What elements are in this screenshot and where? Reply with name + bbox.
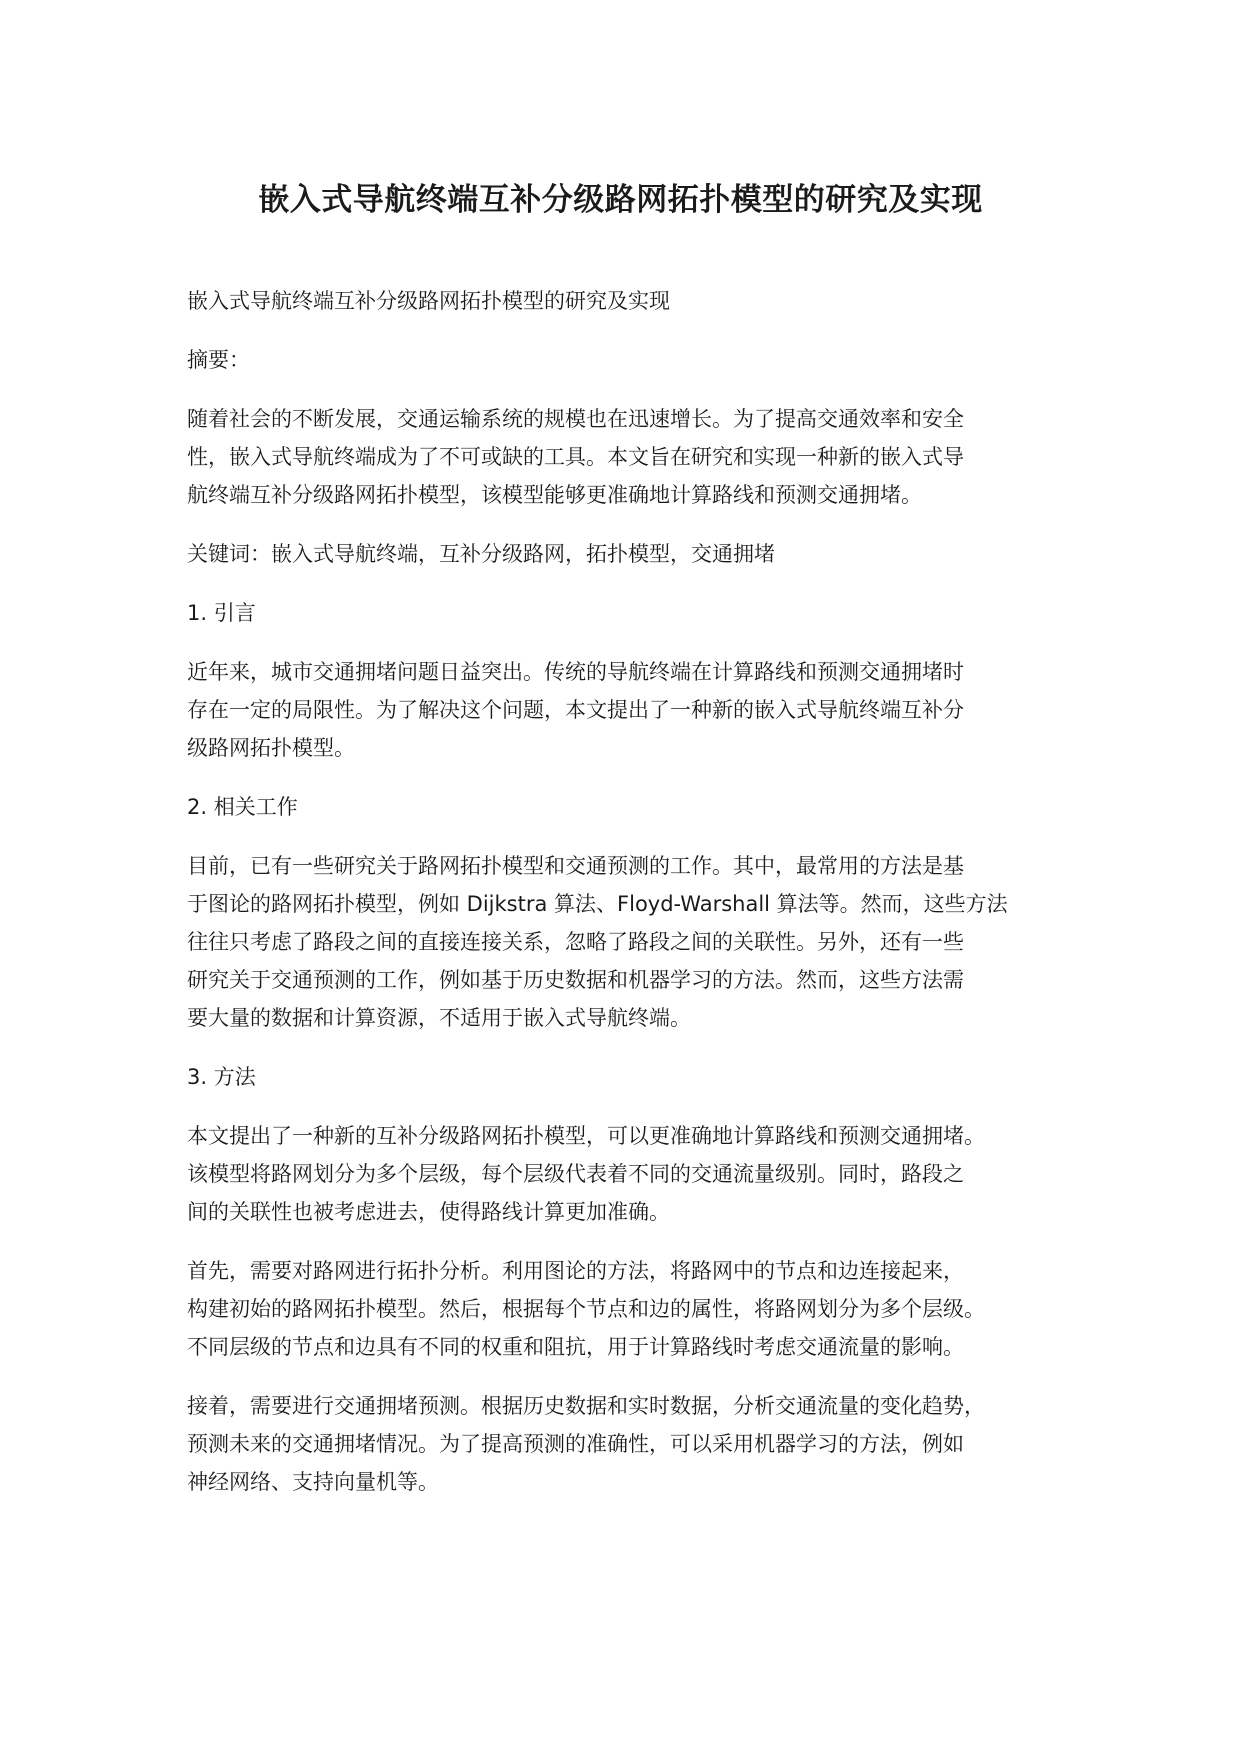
text-line: 该模型将路网划分为多个层级，每个层级代表着不同的交通流量级别。同时，路段之 (187, 1162, 964, 1186)
section-heading-related-work (187, 788, 1087, 826)
text-line: 于图论的路网拓扑模型，例如 Dijkstra 算法、Floyd-Warshall 算法等。然而，这些方法 (187, 892, 1008, 916)
paragraph-method-step-2 (187, 1387, 1087, 1501)
paragraph-abstract-heading (187, 341, 1087, 379)
text-line: 摘要： (187, 348, 250, 372)
paragraph-keywords (187, 535, 1087, 573)
text-line: 级路网拓扑模型。 (187, 736, 355, 760)
text-line: 要大量的数据和计算资源，不适用于嵌入式导航终端。 (187, 1006, 691, 1030)
text-line: 近年来，城市交通拥堵问题日益突出。传统的导航终端在计算路线和预测交通拥堵时 (187, 660, 964, 684)
text-line: 3. 方法 (187, 1065, 256, 1089)
paragraph-subtitle (187, 282, 1087, 320)
text-line: 研究关于交通预测的工作，例如基于历史数据和机器学习的方法。然而，这些方法需 (187, 968, 964, 992)
text-line: 接着，需要进行交通拥堵预测。根据历史数据和实时数据，分析交通流量的变化趋势， (187, 1394, 985, 1418)
text-line: 目前，已有一些研究关于路网拓扑模型和交通预测的工作。其中，最常用的方法是基 (187, 854, 964, 878)
text-line: 嵌入式导航终端互补分级路网拓扑模型的研究及实现 (187, 289, 670, 313)
text-line: 2. 相关工作 (187, 795, 298, 819)
text-line: 存在一定的局限性。为了解决这个问题，本文提出了一种新的嵌入式导航终端互补分 (187, 698, 964, 722)
text-line: 间的关联性也被考虑进去，使得路线计算更加准确。 (187, 1200, 670, 1224)
text-line: 航终端互补分级路网拓扑模型，该模型能够更准确地计算路线和预测交通拥堵。 (187, 483, 922, 507)
text-line: 本文提出了一种新的互补分级路网拓扑模型，可以更准确地计算路线和预测交通拥堵。 (187, 1124, 985, 1148)
document-title: 嵌入式导航终端互补分级路网拓扑模型的研究及实现 (258, 182, 983, 218)
section-heading-introduction (187, 594, 1087, 632)
text-line: 预测未来的交通拥堵情况。为了提高预测的准确性，可以采用机器学习的方法，例如 (187, 1432, 964, 1456)
text-line: 随着社会的不断发展，交通运输系统的规模也在迅速增长。为了提高交通效率和安全 (187, 407, 964, 431)
text-line: 首先，需要对路网进行拓扑分析。利用图论的方法，将路网中的节点和边连接起来， (187, 1259, 964, 1283)
text-line: 往往只考虑了路段之间的直接连接关系，忽略了路段之间的关联性。另外，还有一些 (187, 930, 964, 954)
document-body (187, 282, 1087, 1501)
text-line: 1. 引言 (187, 601, 256, 625)
text-line: 性，嵌入式导航终端成为了不可或缺的工具。本文旨在研究和实现一种新的嵌入式导 (187, 445, 964, 469)
text-line: 神经网络、支持向量机等。 (187, 1470, 439, 1494)
text-line: 构建初始的路网拓扑模型。然后，根据每个节点和边的属性，将路网划分为多个层级。 (187, 1297, 985, 1321)
text-line: 不同层级的节点和边具有不同的权重和阻抗，用于计算路线时考虑交通流量的影响。 (187, 1335, 964, 1359)
paragraph-introduction (187, 653, 1087, 767)
paragraph-related-work (187, 847, 1087, 1037)
text-line: 关键词：嵌入式导航终端，互补分级路网，拓扑模型，交通拥堵 (187, 542, 775, 566)
paragraph-abstract (187, 400, 1087, 514)
paragraph-method (187, 1117, 1087, 1231)
section-heading-method (187, 1058, 1087, 1096)
paragraph-method-step-1 (187, 1252, 1087, 1366)
